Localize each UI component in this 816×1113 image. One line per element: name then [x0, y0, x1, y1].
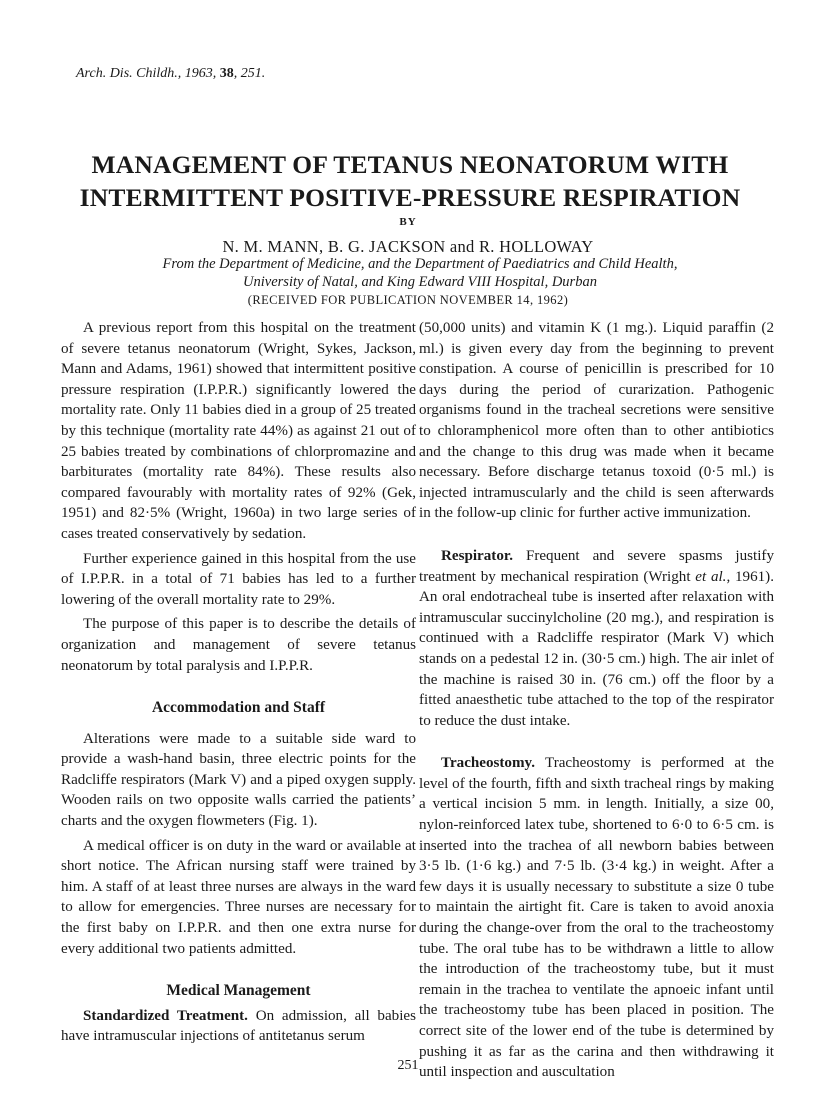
paragraph-text: On admission, all babies have intramuscular injections of antitetanus serum	[61, 1007, 416, 1045]
page-number: 251	[397, 1058, 419, 1073]
citation-year: , 1963,	[177, 66, 220, 81]
run-in-heading: Tracheostomy.	[441, 755, 536, 772]
section-heading: Medical Management	[166, 982, 311, 1000]
paragraph: A medical officer is on duty in the ward or available at short notice. The African nursing staff were trained by him. A staff of at least three nurses are always in the ward to allow for emergencies. Three nurses are necessary for the first baby on I.P.P.R. and then one extra nurse for every additional two patients admitted.	[61, 837, 416, 957]
journal-name: Arch. Dis. Childh.	[76, 66, 178, 81]
run-in-heading: Standardized Treatment.	[83, 1007, 248, 1024]
paragraph	[419, 546, 774, 731]
run-in-heading: Respirator.	[441, 547, 513, 564]
left-column	[61, 318, 416, 1047]
authors: N. M. MANN, B. G. JACKSON and R. HOLLOWAY	[222, 237, 594, 256]
paragraph: A previous report from this hospital on the treatment of severe tetanus neonatorum (Wright, Sykes, Jackson, Mann and Adams, 1961) showed that intermittent positive pressure respiration (I.P.P.R.) significantly lowered the mortality rate. Only 11 babies died in a group of 25 treated by this technique (mortality rate 44%) as against 21 out of 25 babies treated by combinations of chlorpromazine and barbiturates (mortality rate 84%). These results also compared favourably with mortality rates of 92% (Gek, 1951) and 82·5% (Wright, 1960a) in two large series of cases treated conservatively by sedation.	[61, 320, 416, 542]
paragraph-text: Tracheostomy is performed at the level of the fourth, fifth and sixth tracheal rings by making a vertical incision 5 mm. in length. Initially, a size 00, nylon-reinforced latex tube, shortened to 6·0 to 6·5 cm. is inserted into the trachea of all newborn babies between 3·5 lb. (1·6 kg.) and 7·5 lb. (3·4 kg.) in weight. After a few days it is usually necessary to substitute a size 0 tube to maintain the airtight fit. Care is taken to avoid anoxia during the change-over from the oral to the tracheostomy tube. The oral tube has to be withdrawn a little to allow the introduction of the tracheostomy tube, but it must remain in the trachea to ventilate the apnoeic infant until the tracheostomy tube has been placed in position. The correct site of the lower end of the tube is determined by pushing it as far as the carina and then withdrawing it until inspection and auscultation	[419, 755, 774, 1081]
by-label: BY	[399, 216, 417, 228]
paragraph-text: , 1961). An oral endotracheal tube is inserted after relaxation with intramuscular succinylcholine (20 mg.), and respiration is continued with a Radcliffe respirator (Mark V) which stands on a pedestal 12 in. (30·5 cm.) high. The air inlet of the machine is raised 30 in. (76 cm.) off the floor by a fitted anaesthetic tube attached to the top of the respirator to reduce the dust intake.	[419, 568, 774, 729]
paragraph	[419, 753, 774, 1083]
paragraph: (50,000 units) and vitamin K (1 mg.). Liquid paraffin (2 ml.) is given every day from the beginning to prevent constipation. A course of penicillin is prescribed for 10 days during the period of curarization. Pathogenic organisms found in the tracheal secretions were sensitive to chloramphenicol more often than to other antibiotics and the change to this drug was made when it became necessary. Before discharge tetanus toxoid (0·5 ml.) is injected intramuscularly and the child is seen afterwards in the follow-up clinic for further active immunization.	[419, 320, 774, 522]
section-heading: Accommodation and Staff	[151, 699, 326, 717]
right-column	[419, 318, 774, 1083]
article-title-line-1: MANAGEMENT OF TETANUS NEONATORUM WITH	[91, 150, 729, 179]
journal-citation	[76, 66, 265, 82]
paragraph-text: Frequent and severe spasms justify treatment by mechanical respiration (Wright	[419, 547, 774, 585]
received-date: (RECEIVED FOR PUBLICATION NOVEMBER 14, 1962)	[247, 293, 569, 307]
affiliation-line-1: From the Department of Medicine, and the Department of Paediatrics and Child Health,	[162, 256, 678, 272]
et-al: et al.	[695, 568, 727, 585]
paragraph: Alterations were made to a suitable side ward to provide a wash-hand basin, three electric points for the Radcliffe respirators (Mark V) and a piped oxygen supply. Wooden rails on two opposite walls carried the patients’ charts and the oxygen flowmeters (Fig. 1).	[61, 730, 416, 830]
affiliation-line-2: University of Natal, and King Edward VIII Hospital, Durban	[243, 274, 597, 290]
article-title-line-2: INTERMITTENT POSITIVE-PRESSURE RESPIRATION	[79, 183, 741, 212]
paragraph	[61, 1006, 416, 1047]
paragraph: The purpose of this paper is to describe the details of organization and management of severe tetanus neonatorum by total paralysis and I.P.P.R.	[61, 616, 416, 674]
paragraph: Further experience gained in this hospital from the use of I.P.P.R. in a total of 71 babies has led to a further lowering of the overall mortality rate to 29%.	[61, 550, 416, 608]
citation-volume: 38	[219, 66, 234, 81]
citation-page: , 251.	[233, 66, 266, 81]
